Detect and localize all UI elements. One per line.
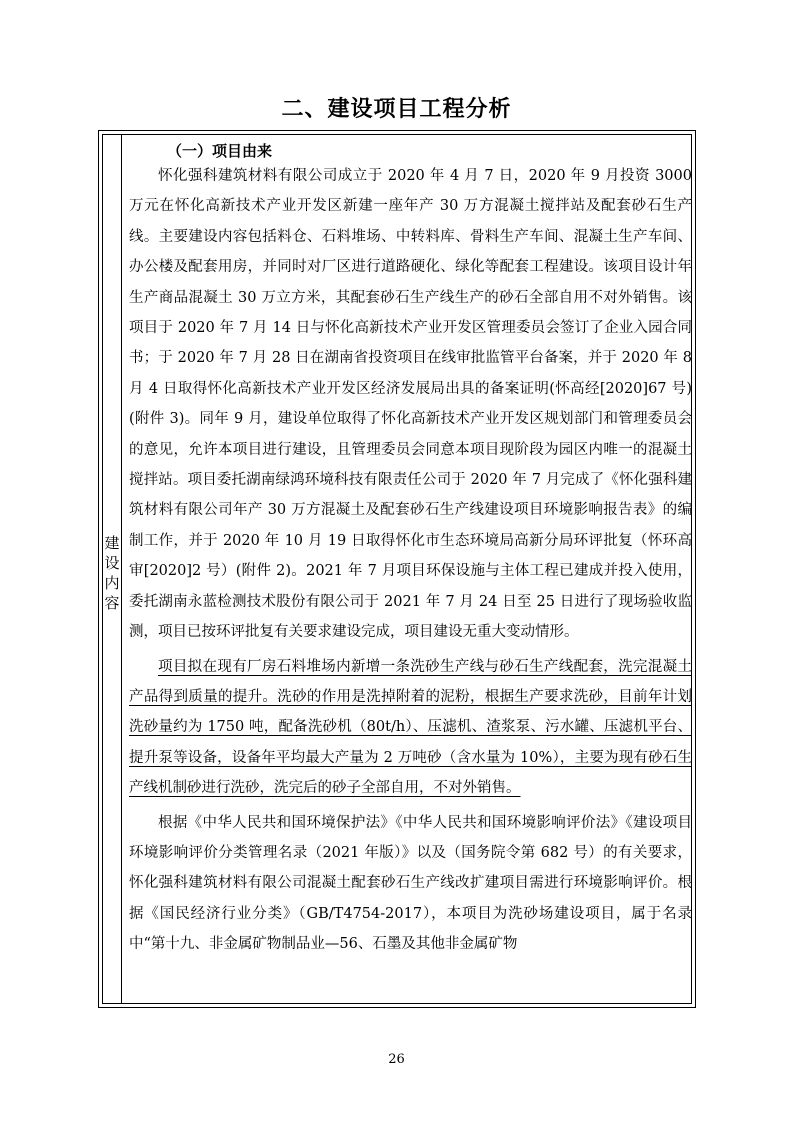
side-label-column [103,135,122,1003]
page-title: 二、建设项目工程分析 [281,97,512,122]
paragraph-background: 怀化强科建筑材料有限公司成立于 2020 年 4 月 7 日，2020 年 9 月投资 3000 万元在怀化高新技术产业开发区新建一座年产 30 万方混凝土搅拌站及配套砂石生产线。主要建设内容包括料仓、石料堆场、中转料库、骨料生产车间、混凝土生产车间、办公楼及配套用房，并同时对厂区进行道路硬化、绿化等配套工程建设。该项目设计年生产商品混凝土 30 万立方米，其配套砂石生产线生产的砂石全部自用不对外销售。该项目于 2020 年 7 月 14 日与怀化高新技术产业开发区管理委员会签订了企业入园合同书；于 2020 年 7 月 28 日在湖南省投资项目在线审批监管平台备案，并于 2020 年 8 月 4 日取得怀化高新技术产业开发区经济发展局出具的备案证明(怀高经[2020]67 号)(附件 3)。同年 9 月，建设单位取得了怀化高新技术产业开发区规划部门和管理委员会的意见，允许本项目进行建设，且管理委员会同意本项目现阶段为园区内唯一的混凝土搅拌站。项目委托湖南绿鸿环境科技有限责任公司于 2020 年 7 月完成了《怀化强科建筑材料有限公司年产 30 万方混凝土及配套砂石生产线建设项目环境影响报告表》的编制工作，并于 2020 年 10 月 19 日取得怀化市生态环境局高新分局环评批复（怀环高审[2020]2 号）(附件 2)。2021 年 7 月项目环保设施与主体工程已建成并投入使用，委托湖南永蓝检测技术股份有限公司于 2021 年 7 月 24 日至 25 日进行了现场验收监测，项目已按环评批复有关要求建设完成，项目建设无重大变动情形。 [129,168,692,641]
content-cell [129,135,692,960]
paragraph-new-line: 项目拟在现有厂房石料堆场内新增一条洗砂生产线与砂石生产线配套，洗完混凝土产品得到质量的提升。洗砂的作用是洗掉附着的泥粉，根据生产要求洗砂，目前年计划洗砂量约为 1750 吨，配备洗砂机（80t/h）、压滤机、渣浆泵、污水罐、压滤机平台、提升泵等设备，设备年平均最大产量为 2 万吨砂（含水量为 10%），主要为现有砂石生产线机制砂进行洗砂，洗完后的砂子全部自用，不对外销售。 [129,658,692,797]
section-heading: （一）项目由来 [167,142,273,160]
content-table-inner-border [102,134,692,1004]
content-table [98,130,696,1008]
side-label: 建设内容 [104,534,120,612]
page-number: 26 [388,1052,405,1067]
paragraph-regulations: 根据《中华人民共和国环境保护法》《中华人民共和国环境影响评价法》《建设项目环境影响评价分类管理名录（2021 年版）》以及（国务院令第 682 号）的有关要求，怀化强科建筑材料有限公司混凝土配套砂石生产线改扩建项目需进行环境影响评价。根据《国民经济行业分类》（GB/T4754-2017），本项目为洗砂场建设项目，属于名录中“第十九、非金属矿物制品业—56、石墨及其他非金属矿物 [129,814,692,953]
